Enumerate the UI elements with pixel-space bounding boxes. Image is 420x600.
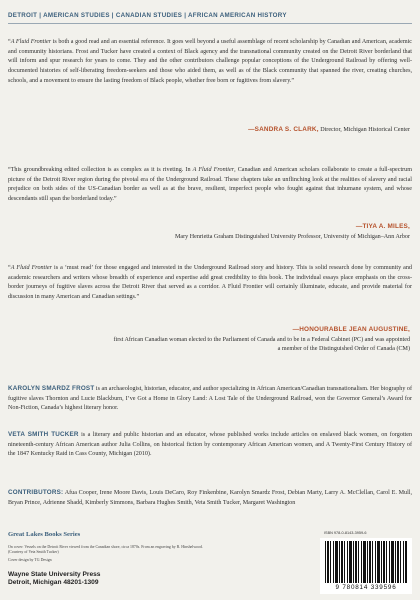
bio-text: is a literary and public historian and an educator, whose published works include articles on enslaved black women, on forgotten nineteenth-century African American author Julia Collins, on historical fiction by contemporary African American women, and A Twenty-First Century History of the 1847 Kentucky Raid in Cass County, Michigan (2010).: [8, 432, 413, 458]
publisher-address: Detroit, Michigan 48201-1309: [8, 579, 99, 587]
blurb-quote-1: “A Fluid Frontier is both a good read and an essential reference. It goes well beyond a useful assemblage of recent scholarship by Canadian and American, academic and community historians. Frost and Tucker have created a context of Black agency and the transnational community created on the Detroit River borderland that will inform and spur research for years to come. They and the other contributors challenge popular conceptions of the Underground Railroad by offering well-documented histories of self-liberating freedom-seekers and those who aided them, as well as of the Black community that spanned the river, creating churches, schools, and a movement to ensure the lasting freedom of Black people, whether free born or fugitives from slavery.”: [8, 39, 412, 84]
contributors-label: CONTRIBUTORS:: [8, 489, 64, 496]
contributors-names: Afua Cooper, Irene Moore Davis, Louis DeCaro, Roy Finkenbine, Karolyn Smardz Frost, Debian Marty, Larry A. McClellan, Carol E. Mull, Bryan Prince, Adrienne Shadd, Kimberly Simmons, Barbara Hughes Smith, Veta Smith Tucker, Margaret Washington: [8, 490, 412, 506]
cover-credit: On cover: Vessels on the Detroit River viewed from the Canadian shore, circa 1870s. From an engraving by R. Hinshelwood. (Courtesy of Veta Smith Tucker): [8, 545, 203, 555]
barcode-number: 9 780814 339596: [335, 584, 397, 591]
publisher-block: [8, 571, 100, 588]
book-title: A Fluid Frontier: [192, 167, 235, 173]
attribution-name: —HONOURABLE JEAN AUGUSTINE,: [292, 326, 410, 333]
attribution-1: [248, 125, 410, 136]
header-divider: [8, 23, 412, 24]
attribution-institution: Mary Henrietta Graham Distinguished University Professor, University of Michigan–Ann Arbor: [175, 233, 410, 240]
attribution-3: [110, 325, 410, 355]
blurb-quote-3: [8, 264, 412, 303]
subject-categories: DETROIT | AMERICAN STUDIES | CANADIAN STUDIES | AFRICAN AMERICAN HISTORY: [8, 12, 287, 19]
attribution-2: [175, 222, 410, 242]
quote-text-lead: “This groundbreaking edited collection is as complex as it is riveting. In: [8, 167, 193, 173]
book-title: A Fluid Frontier: [10, 39, 52, 45]
quote-text: is both a good read and an essential reference. It goes well beyond a useful assemblage of recent scholarship by Canadian and American, academic and community historians. Frost and Tucker have created a context of Black agency and the transnational community created on the Detroit River borderland that will inform and spur research for years to come. They and the other contributors challenge popular conceptions of the Underground Railroad by offering well-documented histories of self-liberating freedom-seekers and those who aided them, as well as of the Black community that spanned the river, creating churches, schools, and a movement to ensure the lasting freedom of Black people, whether free born or fugitives from slavery.”: [8, 39, 412, 84]
series-name: Great Lakes Books Series: [8, 531, 81, 538]
attribution-role: Director, Michigan Historical Center: [318, 127, 410, 133]
author-name: VETA SMITH TUCKER: [8, 431, 79, 438]
isbn-label: ISBN 978-0-8143-3959-6: [324, 531, 367, 535]
design-credit: Cover design by TG Design: [8, 558, 52, 562]
author-name: KAROLYN SMARDZ FROST: [8, 385, 95, 392]
attribution-institution: first African Canadian woman elected to the Parliament of Canada and to be in a Federal Cabinet (PC) and was appointed a member of the Distinguished Order of Canada (CM): [113, 336, 410, 353]
author-bio-frost: [8, 384, 412, 414]
barcode: [320, 538, 412, 594]
quote-text-lead: “: [8, 265, 11, 271]
quote-text: , Canadian and American scholars collaborate to create a full-spectrum picture of the Detroit River region during the pivotal era of the Underground Railroad. These chapters take an unflinching look at the realities of slavery and racial prejudice on both sides of the US-Canadian border as well as at the brave, resilient, imperfect people who fought against that inhumane system, and whose descendants still span the borderland today.”: [8, 167, 412, 203]
author-bio-tucker: [8, 430, 412, 460]
quote-text: is a ‘must read’ for those engaged and interested in the Underground Railroad story and history. This is solid research done by community and academic researchers and writers whose breadth of experience and expertise add great credibility to this book. The individual essays place emphasis on the cross-border journeys of fugitive slaves across the Detroit River that served as a corridor. A Fluid Frontier will certainly illuminate, educate, and provide material for discussion in many American and Canadian settings.”: [8, 265, 412, 301]
book-title: A Fluid Frontier: [10, 265, 52, 271]
contributors-list: [8, 488, 412, 508]
attribution-name: —TIYA A. MILES,: [355, 223, 410, 230]
barcode-bars: [325, 541, 407, 583]
blurb-quote-2: [8, 166, 412, 205]
attribution-name: —SANDRA S. CLARK,: [248, 126, 319, 133]
bio-text: is an archaeologist, historian, educator, and author specializing in African American/Canadian transnationalism. Her biography of fugitive slaves Thornton and Lucie Blackburn, I’ve Got a Home in Glory Land: A Lost Tale of the Underground Railroad, won the Governor General’s Award for Non-Fiction, Canada’s highest literary honor.: [8, 386, 413, 412]
publisher-name: Wayne State University Press: [8, 571, 101, 578]
